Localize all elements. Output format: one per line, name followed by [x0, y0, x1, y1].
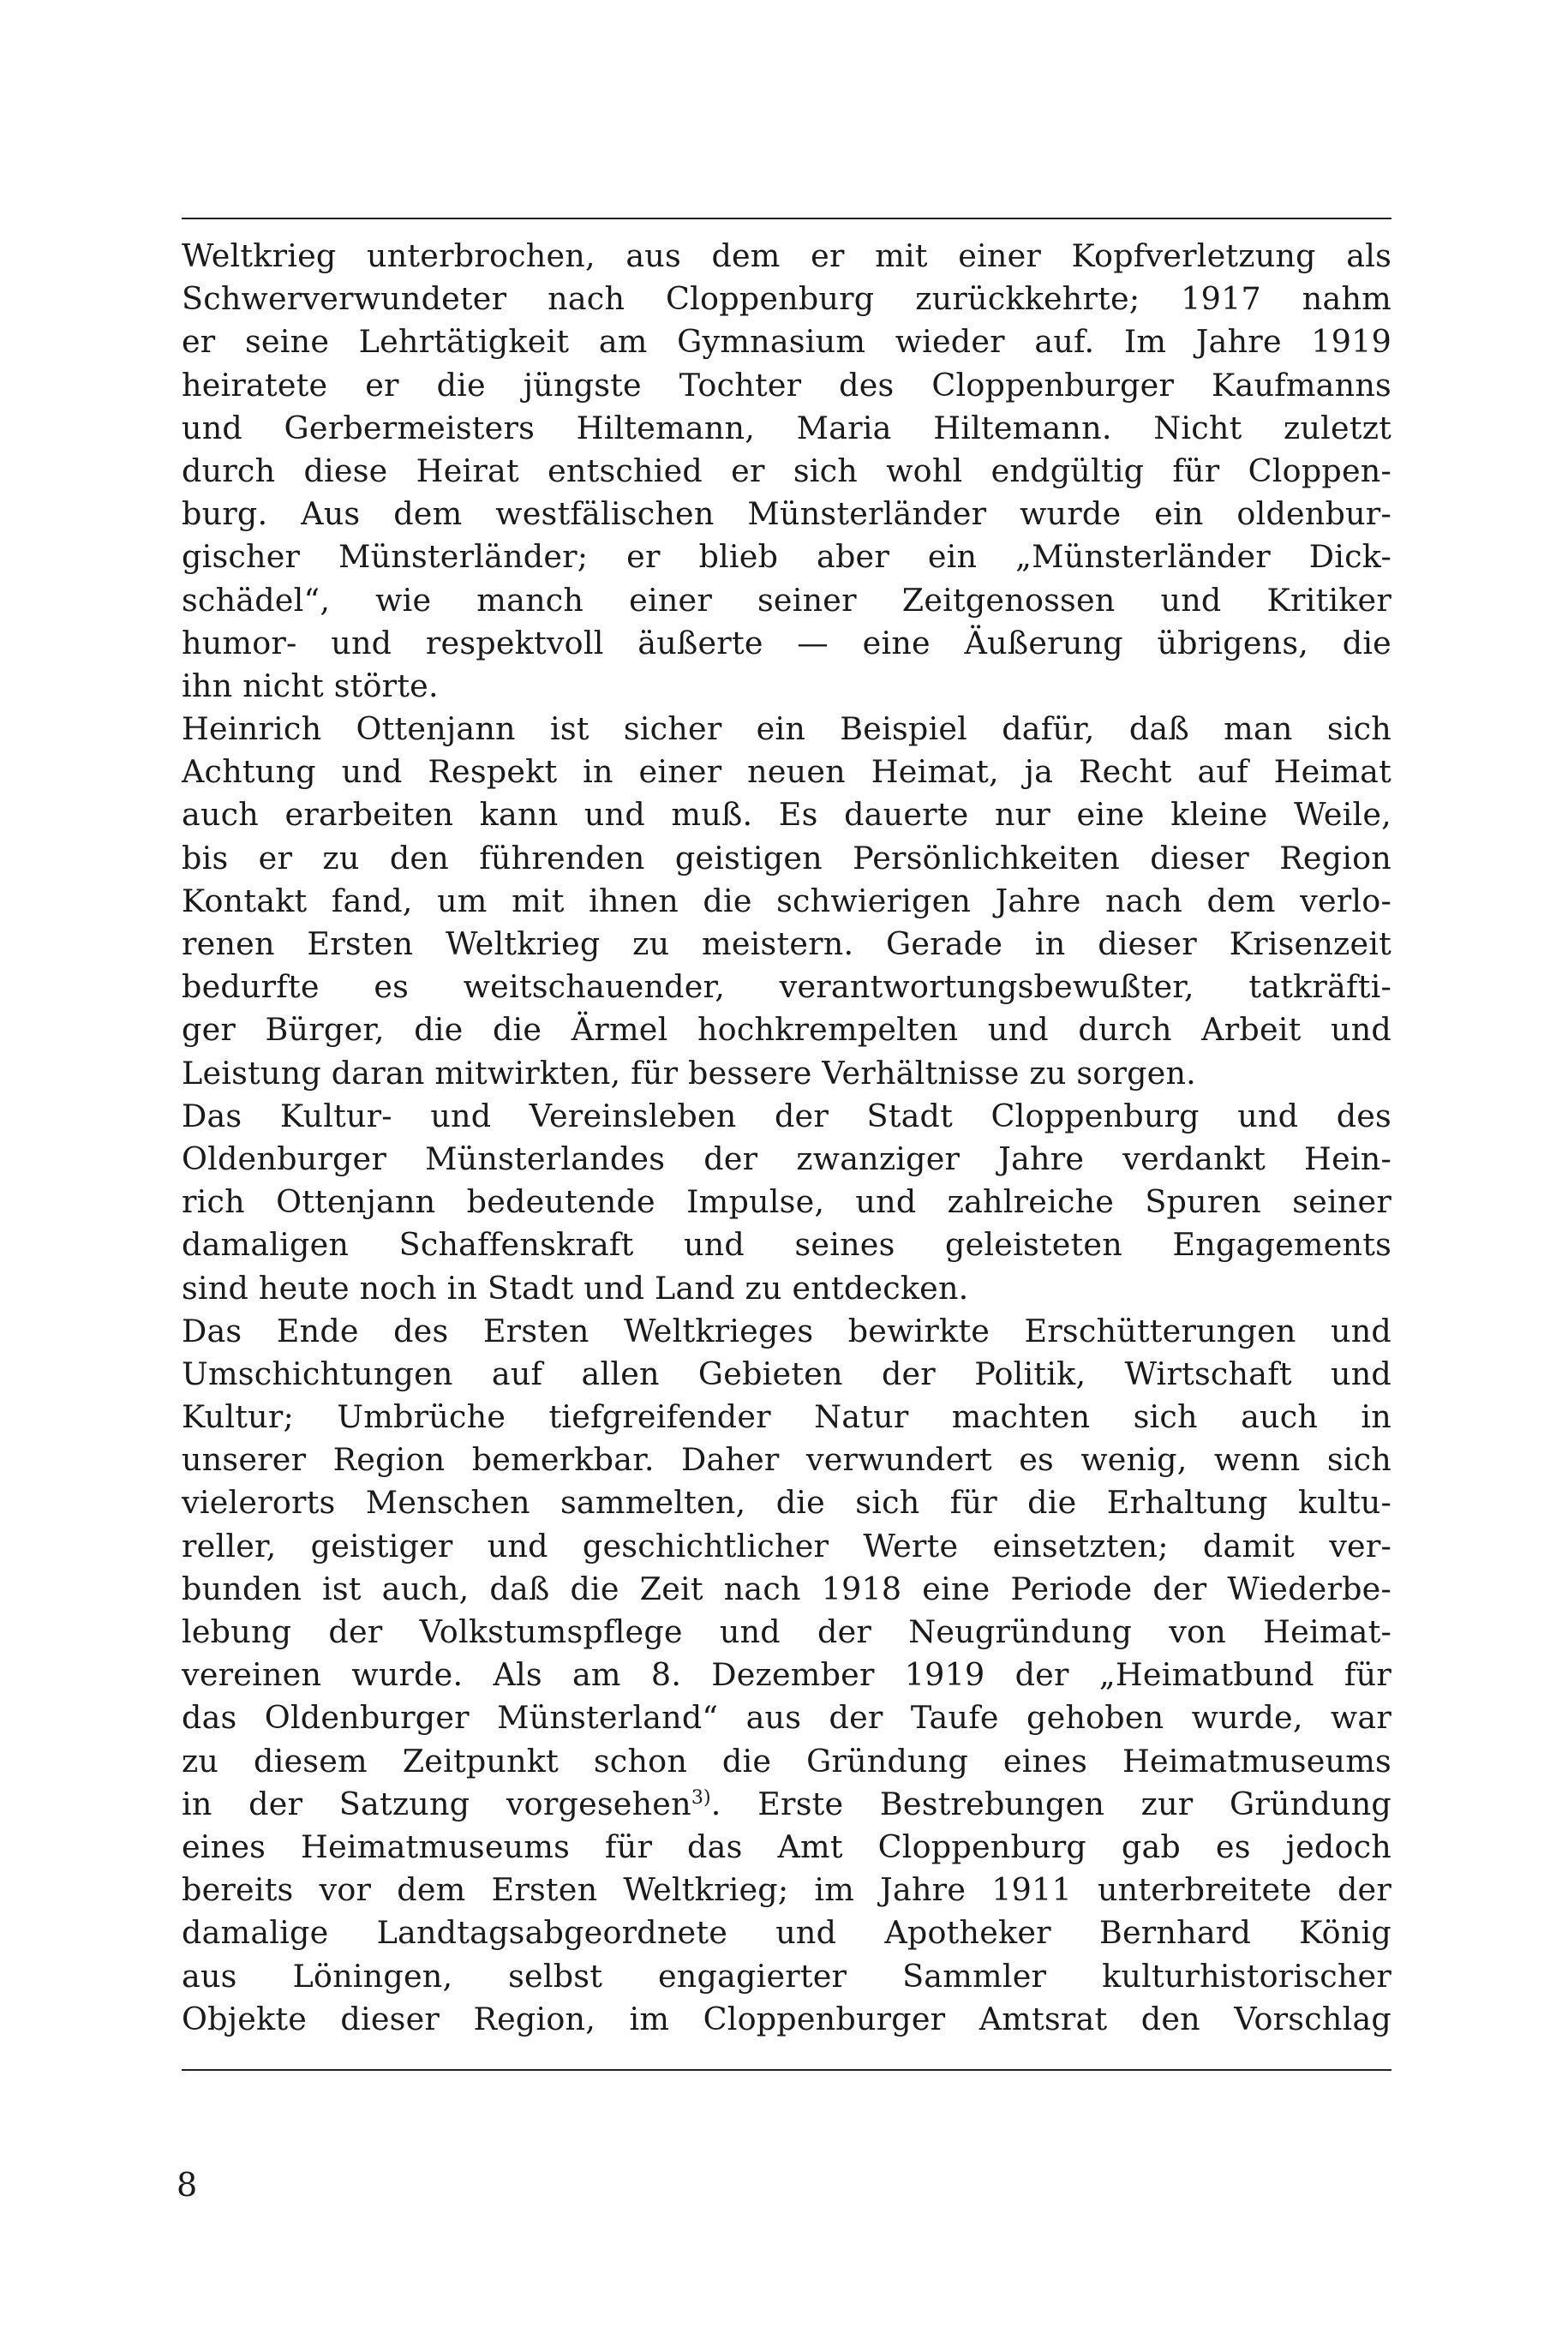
text-line-with-footnote	[182, 1783, 1391, 1826]
text-line: burg. Aus dem westfälischen Münsterländer wurde ein oldenbur-	[182, 495, 1391, 533]
footnote-marker: 3)	[691, 1786, 711, 1809]
text-fragment: in der Satzung vorgesehen	[182, 1785, 691, 1822]
text-line: bis er zu den führenden geistigen Persönlichkeiten dieser Region	[182, 839, 1391, 876]
text-line: Oldenburger Münsterlandes der zwanziger Jahre verdankt Hein-	[182, 1140, 1391, 1177]
text-line: Objekte dieser Region, im Cloppenburger Amtsrat den Vorschlag	[182, 2000, 1391, 2037]
text-line: er seine Lehrtätigkeit am Gymnasium wieder auf. Im Jahre 1919	[182, 323, 1391, 361]
text-line: aus Löningen, selbst engagierter Sammler kulturhistorischer	[182, 1957, 1391, 1995]
text-line: Leistung daran mitwirkten, für bessere Verhältnisse zu sorgen.	[182, 1054, 1196, 1092]
text-line: Heinrich Ottenjann ist sicher ein Beispiel dafür, daß man sich	[182, 710, 1391, 748]
text-line: Schwerverwundeter nach Cloppenburg zurückkehrte; 1917 nahm	[182, 280, 1391, 318]
text-line: Achtung und Respekt in einer neuen Heimat, ja Recht auf Heimat	[182, 753, 1391, 791]
text-line: damalige Landtagsabgeordnete und Apotheker Bernhard König	[182, 1914, 1391, 1952]
text-line: sind heute noch in Stadt und Land zu entdecken.	[182, 1269, 969, 1307]
header-rule	[182, 218, 1391, 219]
text-line: ihn nicht störte.	[182, 667, 439, 704]
text-line: und Gerbermeisters Hiltemann, Maria Hiltemann. Nicht zuletzt	[182, 409, 1391, 446]
text-line: bedurfte es weitschauender, verantwortungsbewußter, tatkräfti-	[182, 968, 1391, 1006]
text-line: Umschichtungen auf allen Gebieten der Politik, Wirtschaft und	[182, 1355, 1391, 1392]
text-line: auch erarbeiten kann und muß. Es dauerte nur eine kleine Weile,	[182, 796, 1391, 834]
text-line: durch diese Heirat entschied er sich wohl endgültig für Cloppen-	[182, 452, 1391, 489]
text-fragment: . Erste Bestrebungen zur Gründung	[710, 1785, 1391, 1822]
text-line: bunden ist auch, daß die Zeit nach 1918 eine Periode der Wiederbe-	[182, 1570, 1391, 1607]
text-line: Weltkrieg unterbrochen, aus dem er mit einer Kopfverletzung als	[182, 237, 1391, 274]
text-line: Das Kultur- und Vereinsleben der Stadt Cloppenburg und des	[182, 1097, 1391, 1134]
text-line: gischer Münsterländer; er blieb aber ein „Münsterländer Dick-	[182, 538, 1391, 576]
text-line: renen Ersten Weltkrieg zu meistern. Gerade in dieser Krisenzeit	[182, 925, 1391, 962]
body-text	[182, 235, 1391, 2041]
text-line: humor- und respektvoll äußerte — eine Äußerung übrigens, die	[182, 624, 1391, 661]
text-line: unserer Region bemerkbar. Daher verwundert es wenig, wenn sich	[182, 1441, 1391, 1479]
text-line: lebung der Volkstumspflege und der Neugründung von Heimat-	[182, 1613, 1391, 1650]
text-line: eines Heimatmuseums für das Amt Cloppenburg gab es jedoch	[182, 1828, 1391, 1865]
footer-rule	[182, 2069, 1391, 2071]
text-line: das Oldenburger Münsterland“ aus der Taufe gehoben wurde, war	[182, 1699, 1391, 1737]
text-line: vereinen wurde. Als am 8. Dezember 1919 der „Heimatbund für	[182, 1656, 1391, 1694]
text-line: rich Ottenjann bedeutende Impulse, und zahlreiche Spuren seiner	[182, 1183, 1391, 1221]
text-line: bereits vor dem Ersten Weltkrieg; im Jahre 1911 unterbreitete der	[182, 1871, 1391, 1909]
text-line: heiratete er die jüngste Tochter des Cloppenburger Kaufmanns	[182, 366, 1391, 404]
text-line: vielerorts Menschen sammelten, die sich für die Erhaltung kultu-	[182, 1484, 1391, 1522]
text-line: reller, geistiger und geschichtlicher Werte einsetzten; damit ver-	[182, 1527, 1391, 1564]
page-number: 8	[177, 2166, 198, 2204]
text-line: zu diesem Zeitpunkt schon die Gründung eines Heimatmuseums	[182, 1742, 1391, 1780]
text-line: Kontakt fand, um mit ihnen die schwierigen Jahre nach dem verlo-	[182, 882, 1391, 919]
text-line: Kultur; Umbrüche tiefgreifender Natur machten sich auch in	[182, 1398, 1391, 1436]
text-line: schädel“, wie manch einer seiner Zeitgenossen und Kritiker	[182, 581, 1391, 619]
text-line: ger Bürger, die die Ärmel hochkrempelten und durch Arbeit und	[182, 1011, 1391, 1049]
text-line: damaligen Schaffenskraft und seines geleisteten Engagements	[182, 1226, 1391, 1264]
text-line: Das Ende des Ersten Weltkrieges bewirkte Erschütterungen und	[182, 1312, 1391, 1349]
